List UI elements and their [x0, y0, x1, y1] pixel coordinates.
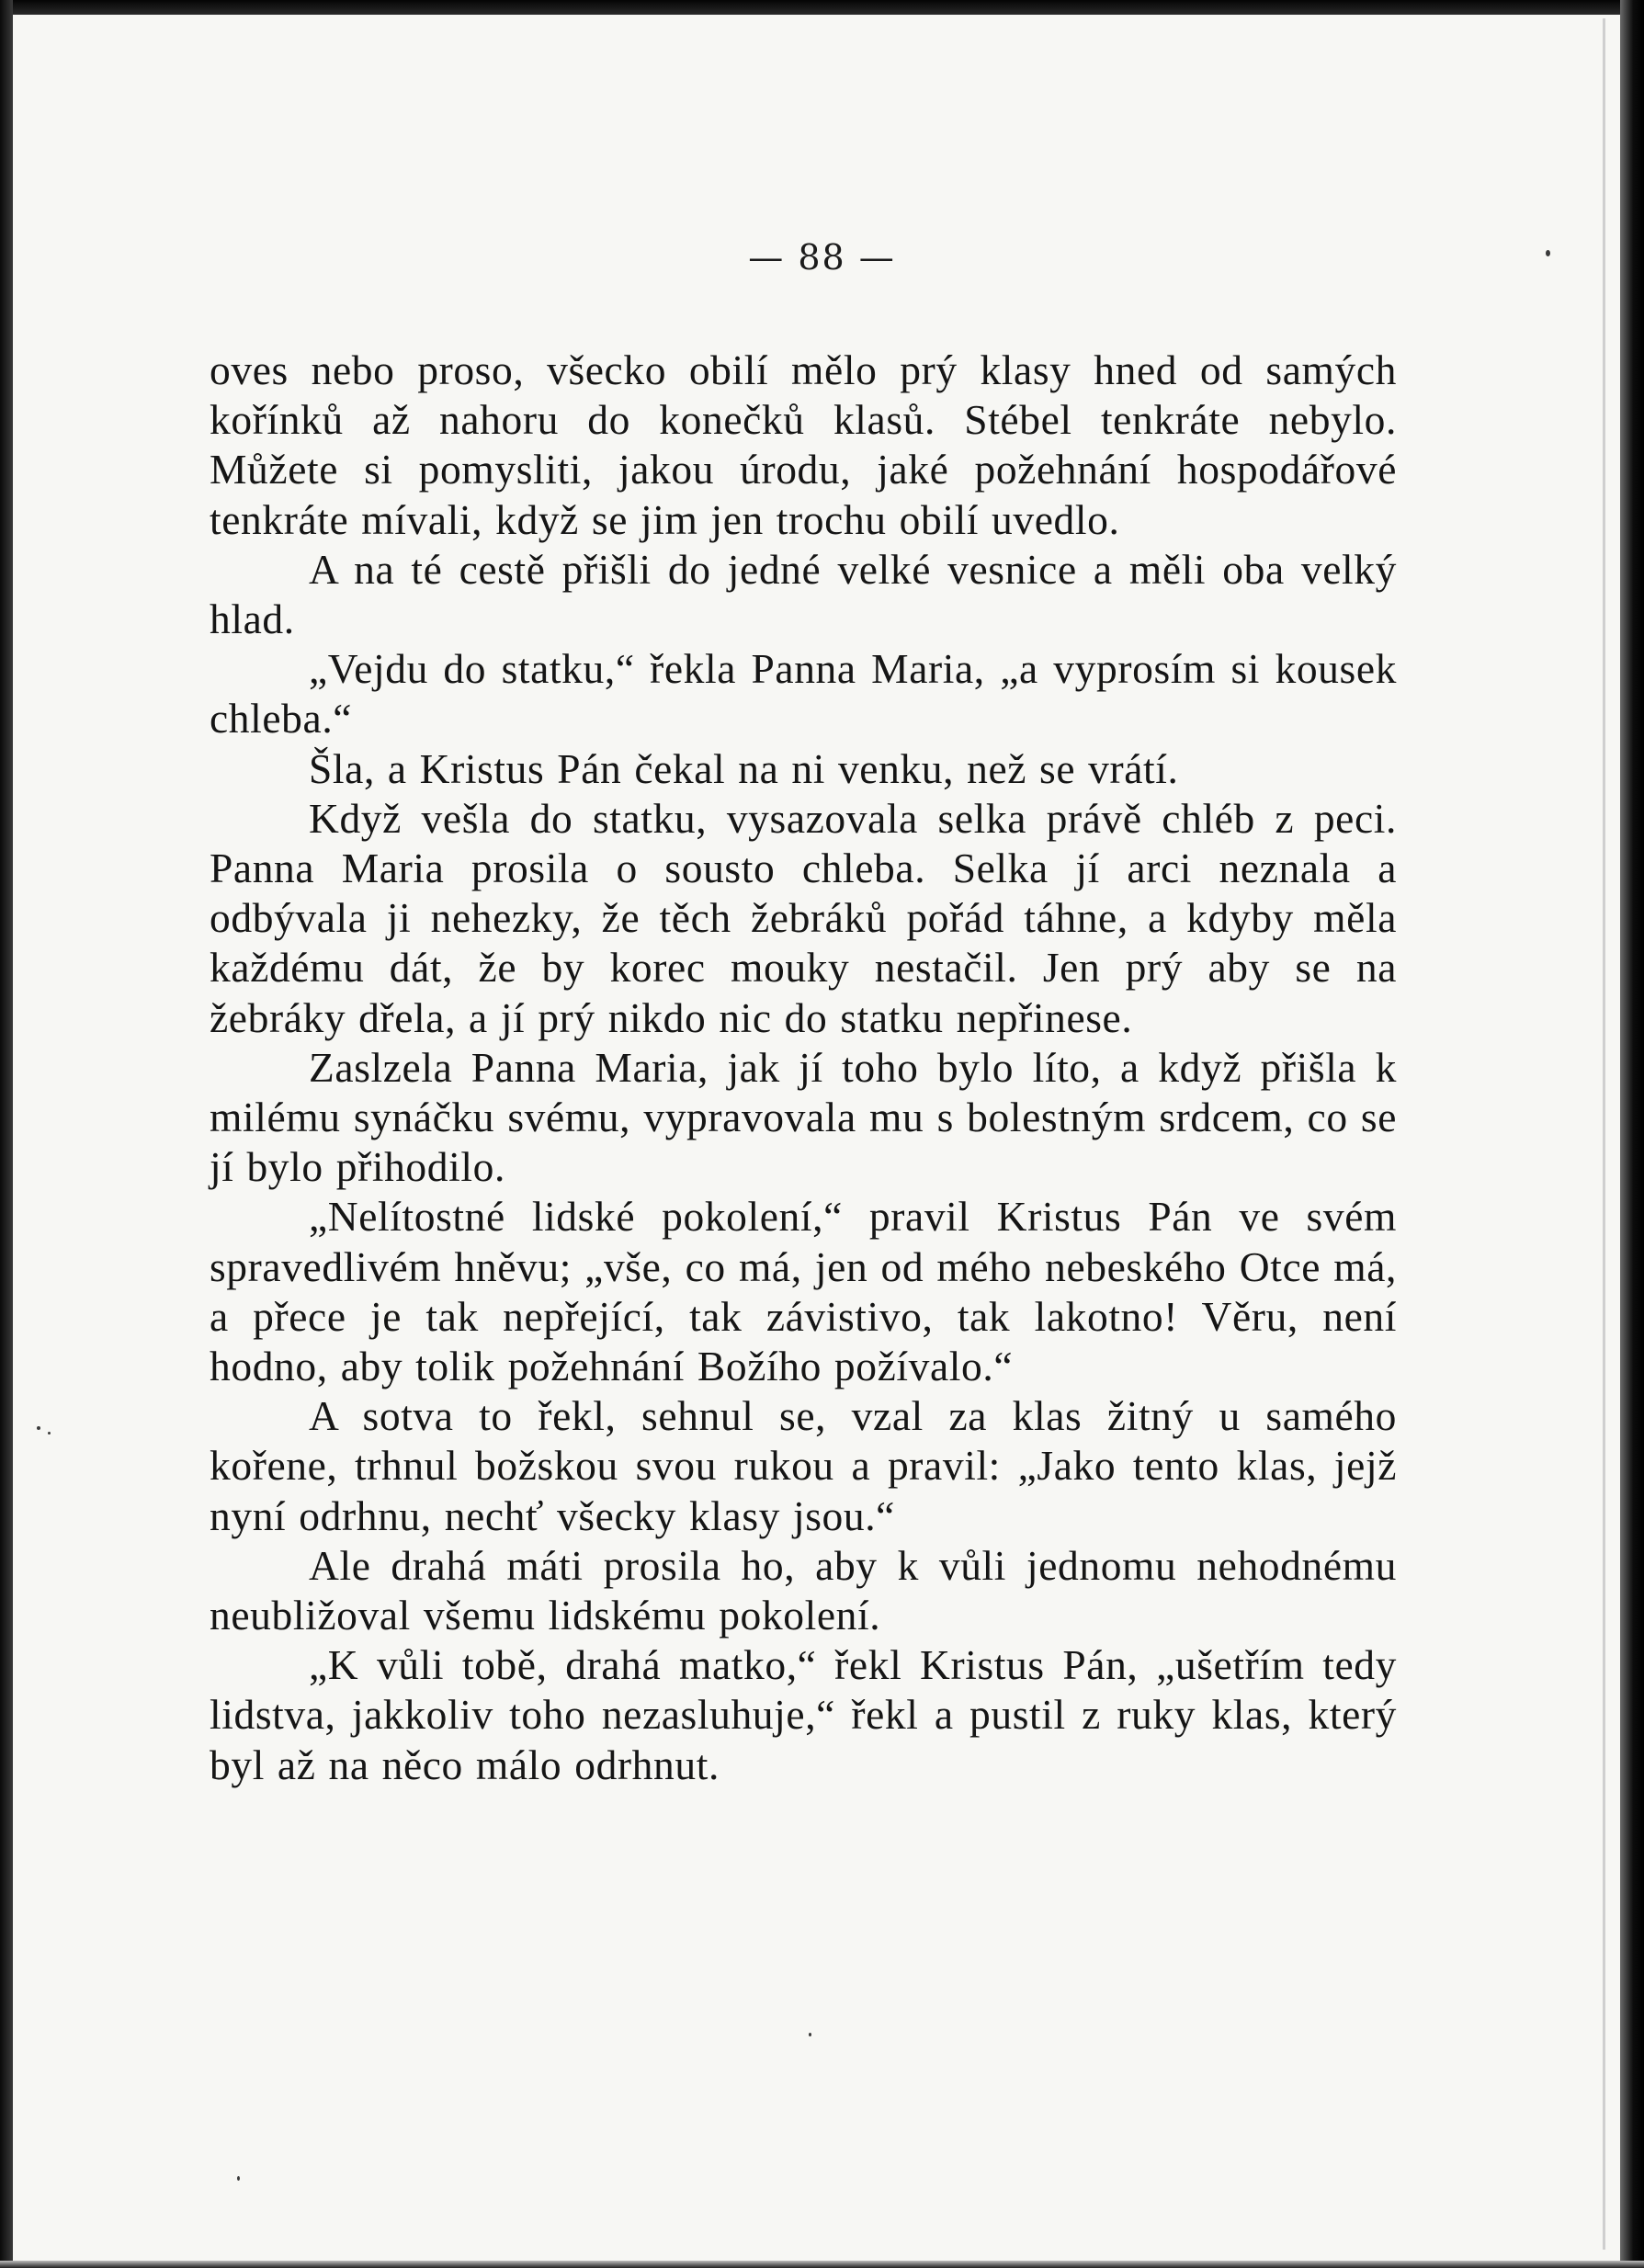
- page-number: — 88 —: [748, 237, 896, 278]
- dust-speck: [809, 2033, 811, 2036]
- dust-speck: [48, 1432, 51, 1435]
- scan-edge-bottom: [0, 2261, 1644, 2268]
- scan-edge-right: [1620, 0, 1644, 2268]
- paragraph: Ale drahá máti prosila ho, aby k vůli jednomu nehodnému neubližoval všemu lidskému pokolení.: [210, 1541, 1397, 1639]
- paragraph: „Nelítostné lidské pokolení,“ pravil Kristus Pán ve svém spravedlivém hněvu; „vše, co má, jen od mého nebeského Otce má, a přece je tak nepřející, tak závistivo, tak lakotno! Věru, není hodno, aby tolik požehnání Božího požívalo.“: [210, 1193, 1397, 1390]
- dust-speck: [37, 1426, 40, 1430]
- scan-edge-top: [0, 0, 1644, 15]
- scan-edge-right-highlight: [1603, 18, 1605, 2250]
- paragraph: A sotva to řekl, sehnul se, vzal za klas žitný u samého kořene, trhnul božskou svou rukou a pravil: „Jako tento klas, jejž nyní odrhnu, nechť všecky klasy jsou.“: [210, 1392, 1397, 1539]
- paragraph: „K vůli tobě, drahá matko,“ řekl Kristus Pán, „ušetřím tedy lidstva, jakkoliv toho nezasluhuje,“ řekl a pustil z ruky klas, který byl až na něco málo odrhnut.: [210, 1641, 1397, 1788]
- paragraph: A na té cestě přišli do jedné velké vesnice a měli oba velký hlad.: [210, 545, 1397, 643]
- dust-speck: [237, 2176, 240, 2181]
- paragraph: Zaslzela Panna Maria, jak jí toho bylo líto, a když přišla k milému synáčku svému, vypravovala mu s bolestným srdcem, co se jí bylo přihodilo.: [210, 1043, 1397, 1191]
- scan-edge-left: [0, 0, 13, 2268]
- paragraph: Když vešla do statku, vysazovala selka právě chléb z peci. Panna Maria prosila o sousto chleba. Selka jí arci neznala a odbývala ji nehezky, že těch žebráků pořád táhne, a kdyby měla každému dát, že by korec mouky nestačil. Jen prý aby se na žebráky dřela, a jí prý nikdo nic do statku nepřinese.: [210, 794, 1397, 1041]
- paragraph: „Vejdu do statku,“ řekla Panna Maria, „a vyprosím si kousek chleba.“: [210, 645, 1397, 743]
- body-text: [210, 346, 1397, 1790]
- paragraph: Šla, a Kristus Pán čekal na ni venku, než se vrátí.: [309, 744, 1179, 792]
- paragraph: oves nebo proso, všecko obilí mělo prý klasy hned od samých kořínků až nahoru do konečků klasů. Stébel tenkráte nebylo. Můžete si pomysliti, jakou úrodu, jaké požehnání hospodářové tenkráte mívali, když se jim jen trochu obilí uvedlo.: [210, 346, 1397, 543]
